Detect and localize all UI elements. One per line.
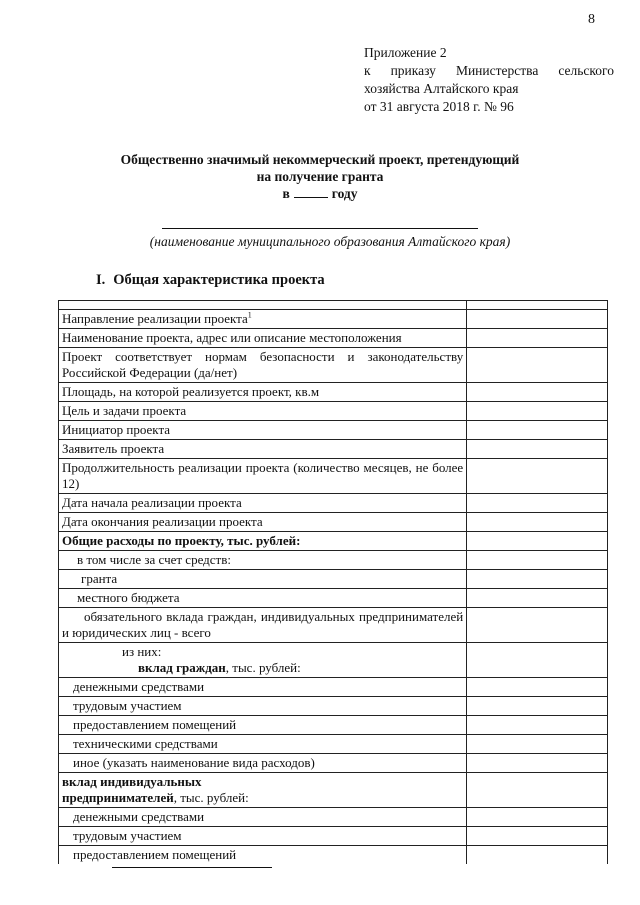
- table-row: [59, 402, 608, 421]
- table-row: [59, 310, 608, 329]
- row-label-grant: гранта: [59, 570, 467, 589]
- table-row: [59, 846, 608, 865]
- year-suffix: году: [331, 186, 358, 201]
- table-row: [59, 678, 608, 697]
- row-label-entrepreneurs-premises: предоставлением помещений: [59, 846, 467, 865]
- table-row: [59, 697, 608, 716]
- table-row: [59, 735, 608, 754]
- table-row: [59, 808, 608, 827]
- value-cell: [467, 716, 608, 735]
- table-row: [59, 827, 608, 846]
- section-title: Общая характеристика проекта: [113, 272, 325, 288]
- appendix-line-1: Приложение 2: [364, 45, 447, 60]
- value-cell: [467, 421, 608, 440]
- row-label-citizens-other: иное (указать наименование вида расходов): [59, 754, 467, 773]
- value-cell: [467, 494, 608, 513]
- appendix-word: сельского: [558, 63, 614, 78]
- label-cell: [59, 643, 467, 678]
- value-cell: [467, 773, 608, 808]
- row-label-including: в том числе за счет средств:: [59, 551, 467, 570]
- entrepreneurs-contribution-line-1: вклад индивидуальных: [62, 774, 202, 789]
- entrepreneurs-contribution-bold: предпринимателей: [62, 790, 174, 805]
- title-line-1: Общественно значимый некоммерческий проект, претендующий: [120, 152, 520, 167]
- appendix-block: [364, 44, 614, 116]
- appendix-line-3: хозяйства Алтайского края: [364, 81, 519, 96]
- value-cell: [467, 513, 608, 532]
- year-prefix: в: [282, 186, 290, 201]
- row-label-citizens-contribution: [62, 660, 463, 676]
- table-row: [59, 459, 608, 494]
- value-cell: [467, 329, 608, 348]
- value-cell: [467, 643, 608, 678]
- row-label-local-budget: местного бюджета: [59, 589, 467, 608]
- row-label-entrepreneurs-labor: трудовым участием: [59, 827, 467, 846]
- row-label-citizens-money: денежными средствами: [59, 678, 467, 697]
- table-row: [59, 421, 608, 440]
- value-cell: [467, 383, 608, 402]
- row-label-area: Площадь, на которой реализуется проект, кв.м: [59, 383, 467, 402]
- row-label-entrepreneurs-money: денежными средствами: [59, 808, 467, 827]
- table-row: [59, 440, 608, 459]
- table-row: [59, 383, 608, 402]
- row-label-end-date: Дата окончания реализации проекта: [59, 513, 467, 532]
- value-cell: [467, 301, 608, 310]
- table-row: [59, 608, 608, 643]
- footnote-separator: [112, 867, 272, 868]
- page-number: 8: [588, 12, 595, 27]
- value-cell: [467, 754, 608, 773]
- footnote-marker: 1: [247, 310, 252, 320]
- table-row: [59, 301, 608, 310]
- project-characteristics-table: [58, 300, 608, 864]
- table-row: [59, 532, 608, 551]
- entrepreneurs-contribution-line-2: [62, 790, 463, 806]
- row-label-citizens-premises: предоставлением помещений: [59, 716, 467, 735]
- value-cell: [467, 570, 608, 589]
- value-cell: [467, 846, 608, 865]
- value-cell: [467, 551, 608, 570]
- row-label-citizens-labor: трудовым участием: [59, 697, 467, 716]
- table-row: [59, 513, 608, 532]
- table-row: [59, 716, 608, 735]
- row-label-total-costs: Общие расходы по проекту, тыс. рублей:: [59, 532, 467, 551]
- value-cell: [467, 459, 608, 494]
- label-cell: [59, 310, 467, 329]
- table-row: [59, 643, 608, 678]
- table-row: [59, 494, 608, 513]
- title-year-line: [70, 185, 570, 202]
- table-row: [59, 754, 608, 773]
- appendix-word: приказу: [390, 63, 436, 78]
- table-row: [59, 348, 608, 383]
- row-label-mandatory-contribution: обязательного вклада граждан, индивидуальных предпринимателей и юридических лиц - всего: [59, 608, 467, 643]
- row-label-applicant: Заявитель проекта: [59, 440, 467, 459]
- table-row: [59, 773, 608, 808]
- label-cell: [59, 301, 467, 310]
- document-title: [70, 151, 570, 202]
- citizens-contribution-bold: вклад граждан: [138, 660, 226, 675]
- value-cell: [467, 697, 608, 716]
- row-label-initiator: Инициатор проекта: [59, 421, 467, 440]
- label-cell: [59, 773, 467, 808]
- row-label-start-date: Дата начала реализации проекта: [59, 494, 467, 513]
- row-label-goals: Цель и задачи проекта: [59, 402, 467, 421]
- value-cell: [467, 827, 608, 846]
- value-cell: [467, 348, 608, 383]
- entrepreneurs-contribution-rest: , тыс. рублей:: [173, 790, 249, 805]
- appendix-line-2: [364, 62, 614, 80]
- value-cell: [467, 608, 608, 643]
- appendix-word: к: [364, 63, 371, 78]
- value-cell: [467, 808, 608, 827]
- row-label-duration: Продолжительность реализации проекта (количество месяцев, не более 12): [59, 459, 467, 494]
- municipality-blank-line: [162, 228, 478, 229]
- title-line-2: на получение гранта: [256, 169, 384, 184]
- value-cell: [467, 735, 608, 754]
- value-cell: [467, 589, 608, 608]
- row-label-name-address: Наименование проекта, адрес или описание местоположения: [59, 329, 467, 348]
- appendix-word: Министерства: [455, 63, 539, 78]
- table-row: [59, 589, 608, 608]
- table-row: [59, 551, 608, 570]
- value-cell: [467, 310, 608, 329]
- value-cell: [467, 440, 608, 459]
- row-label-citizens-technical: техническими средствами: [59, 735, 467, 754]
- section-heading: [96, 272, 325, 289]
- table-row: [59, 329, 608, 348]
- value-cell: [467, 678, 608, 697]
- municipality-caption: (наименование муниципального образования Алтайского края): [149, 234, 511, 249]
- citizens-contribution-rest: , тыс. рублей:: [225, 660, 301, 675]
- appendix-line-4: от 31 августа 2018 г. № 96: [364, 99, 514, 114]
- value-cell: [467, 532, 608, 551]
- section-number: I.: [96, 272, 106, 288]
- year-blank-field: [294, 185, 328, 198]
- row-label-of-them: из них:: [122, 644, 162, 659]
- table-row: [59, 570, 608, 589]
- row-label-direction: Направление реализации проекта: [62, 311, 248, 326]
- row-label-safety: Проект соответствует нормам безопасности и законодательству Российской Федерации (да/нет): [59, 348, 467, 383]
- value-cell: [467, 402, 608, 421]
